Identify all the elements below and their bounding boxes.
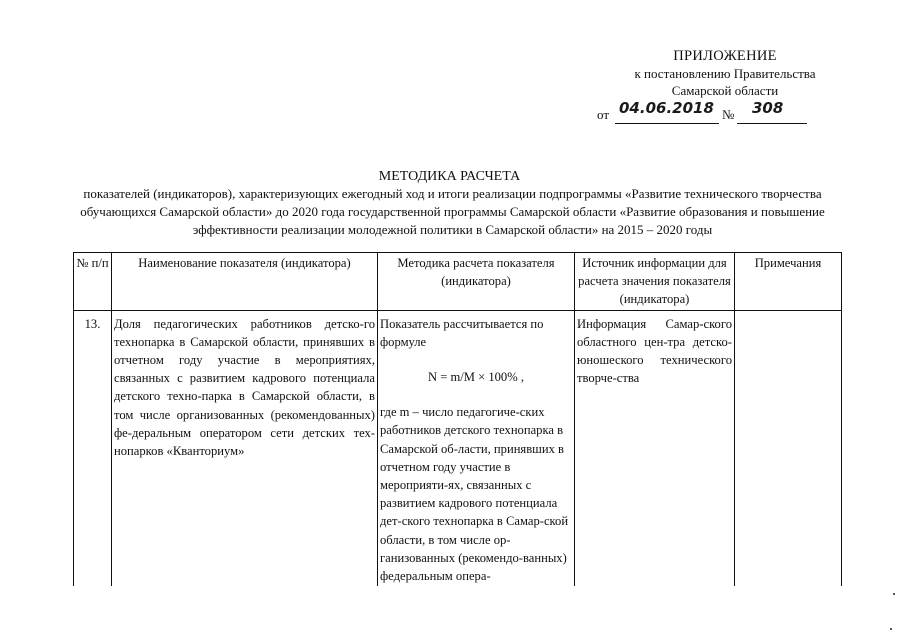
header-source: Источник информации для расчета значения показателя (индикатора) [575,253,735,311]
method-intro: Показатель рассчитывается по формуле [380,316,544,349]
table-row [74,310,842,586]
indicators-table [73,252,842,586]
resolution-line: к постановлению Правительства [634,66,816,81]
indicator-name: Доля педагогических работников детско-го технопарка в Самарской области, принявших в отчетном году участие в мероприятиях, связанных с развитием кадрового потенциала детского техно-парка в Самарской области, в том числе организованных (рекомендованных) фе-деральным оператором сети детских тех-нопарков «Кванториум» [112,310,378,586]
formula: N = m/M × 100% , [427,370,525,385]
number-label: № [722,107,735,122]
calculation-method [378,310,575,586]
handwritten-number: 308 [752,99,784,117]
scan-speck [890,628,892,630]
methodology-heading [0,168,905,239]
number-underline [737,123,807,124]
methodology-title: МЕТОДИКА РАСЧЕТА [378,169,521,184]
header-num: № п/п [74,253,112,311]
header-name: Наименование показателя (индикатора) [112,253,378,311]
header-notes: Примечания [735,253,842,311]
date-number-row [597,100,837,126]
appendix-header [575,48,875,122]
date-underline [615,123,719,124]
region-line: Самарской области [671,83,779,98]
table-header-row [74,253,842,311]
info-source: Информация Самар-ского областного цен-тра детско-юношеского технического творче-ства [575,310,735,586]
appendix-title: ПРИЛОЖЕНИЕ [673,48,777,64]
methodology-description: показателей (индикаторов), характеризующих ежегодный ход и итоги реализации подпрограммы «Развитие технического творчества обучающихся Самарской области» до 2020 года государственной программы Самарской области «Развитие образования и повышение эффективности реализации молодежной политики в Самарской области» на 2015 – 2020 годы [80,186,825,237]
scan-speck [893,593,895,595]
row-number: 13. [74,310,112,586]
method-where: где m – число педагогиче-ских работников детского технопарка в Самарской об-ласти, принявших в отчетном году участие в мероприяти-ях, связанных с развитием кадрового потенциала дет-ского технопарка в Самар-ской области, в том числе ор-ганизованных (рекомендо-ванных) федеральным опера- [380,405,569,584]
handwritten-date: 04.06.2018 [619,99,714,117]
header-method: Методика расчета показателя (индикатора) [378,253,575,311]
from-label: от [597,107,610,122]
notes-cell [735,310,842,586]
